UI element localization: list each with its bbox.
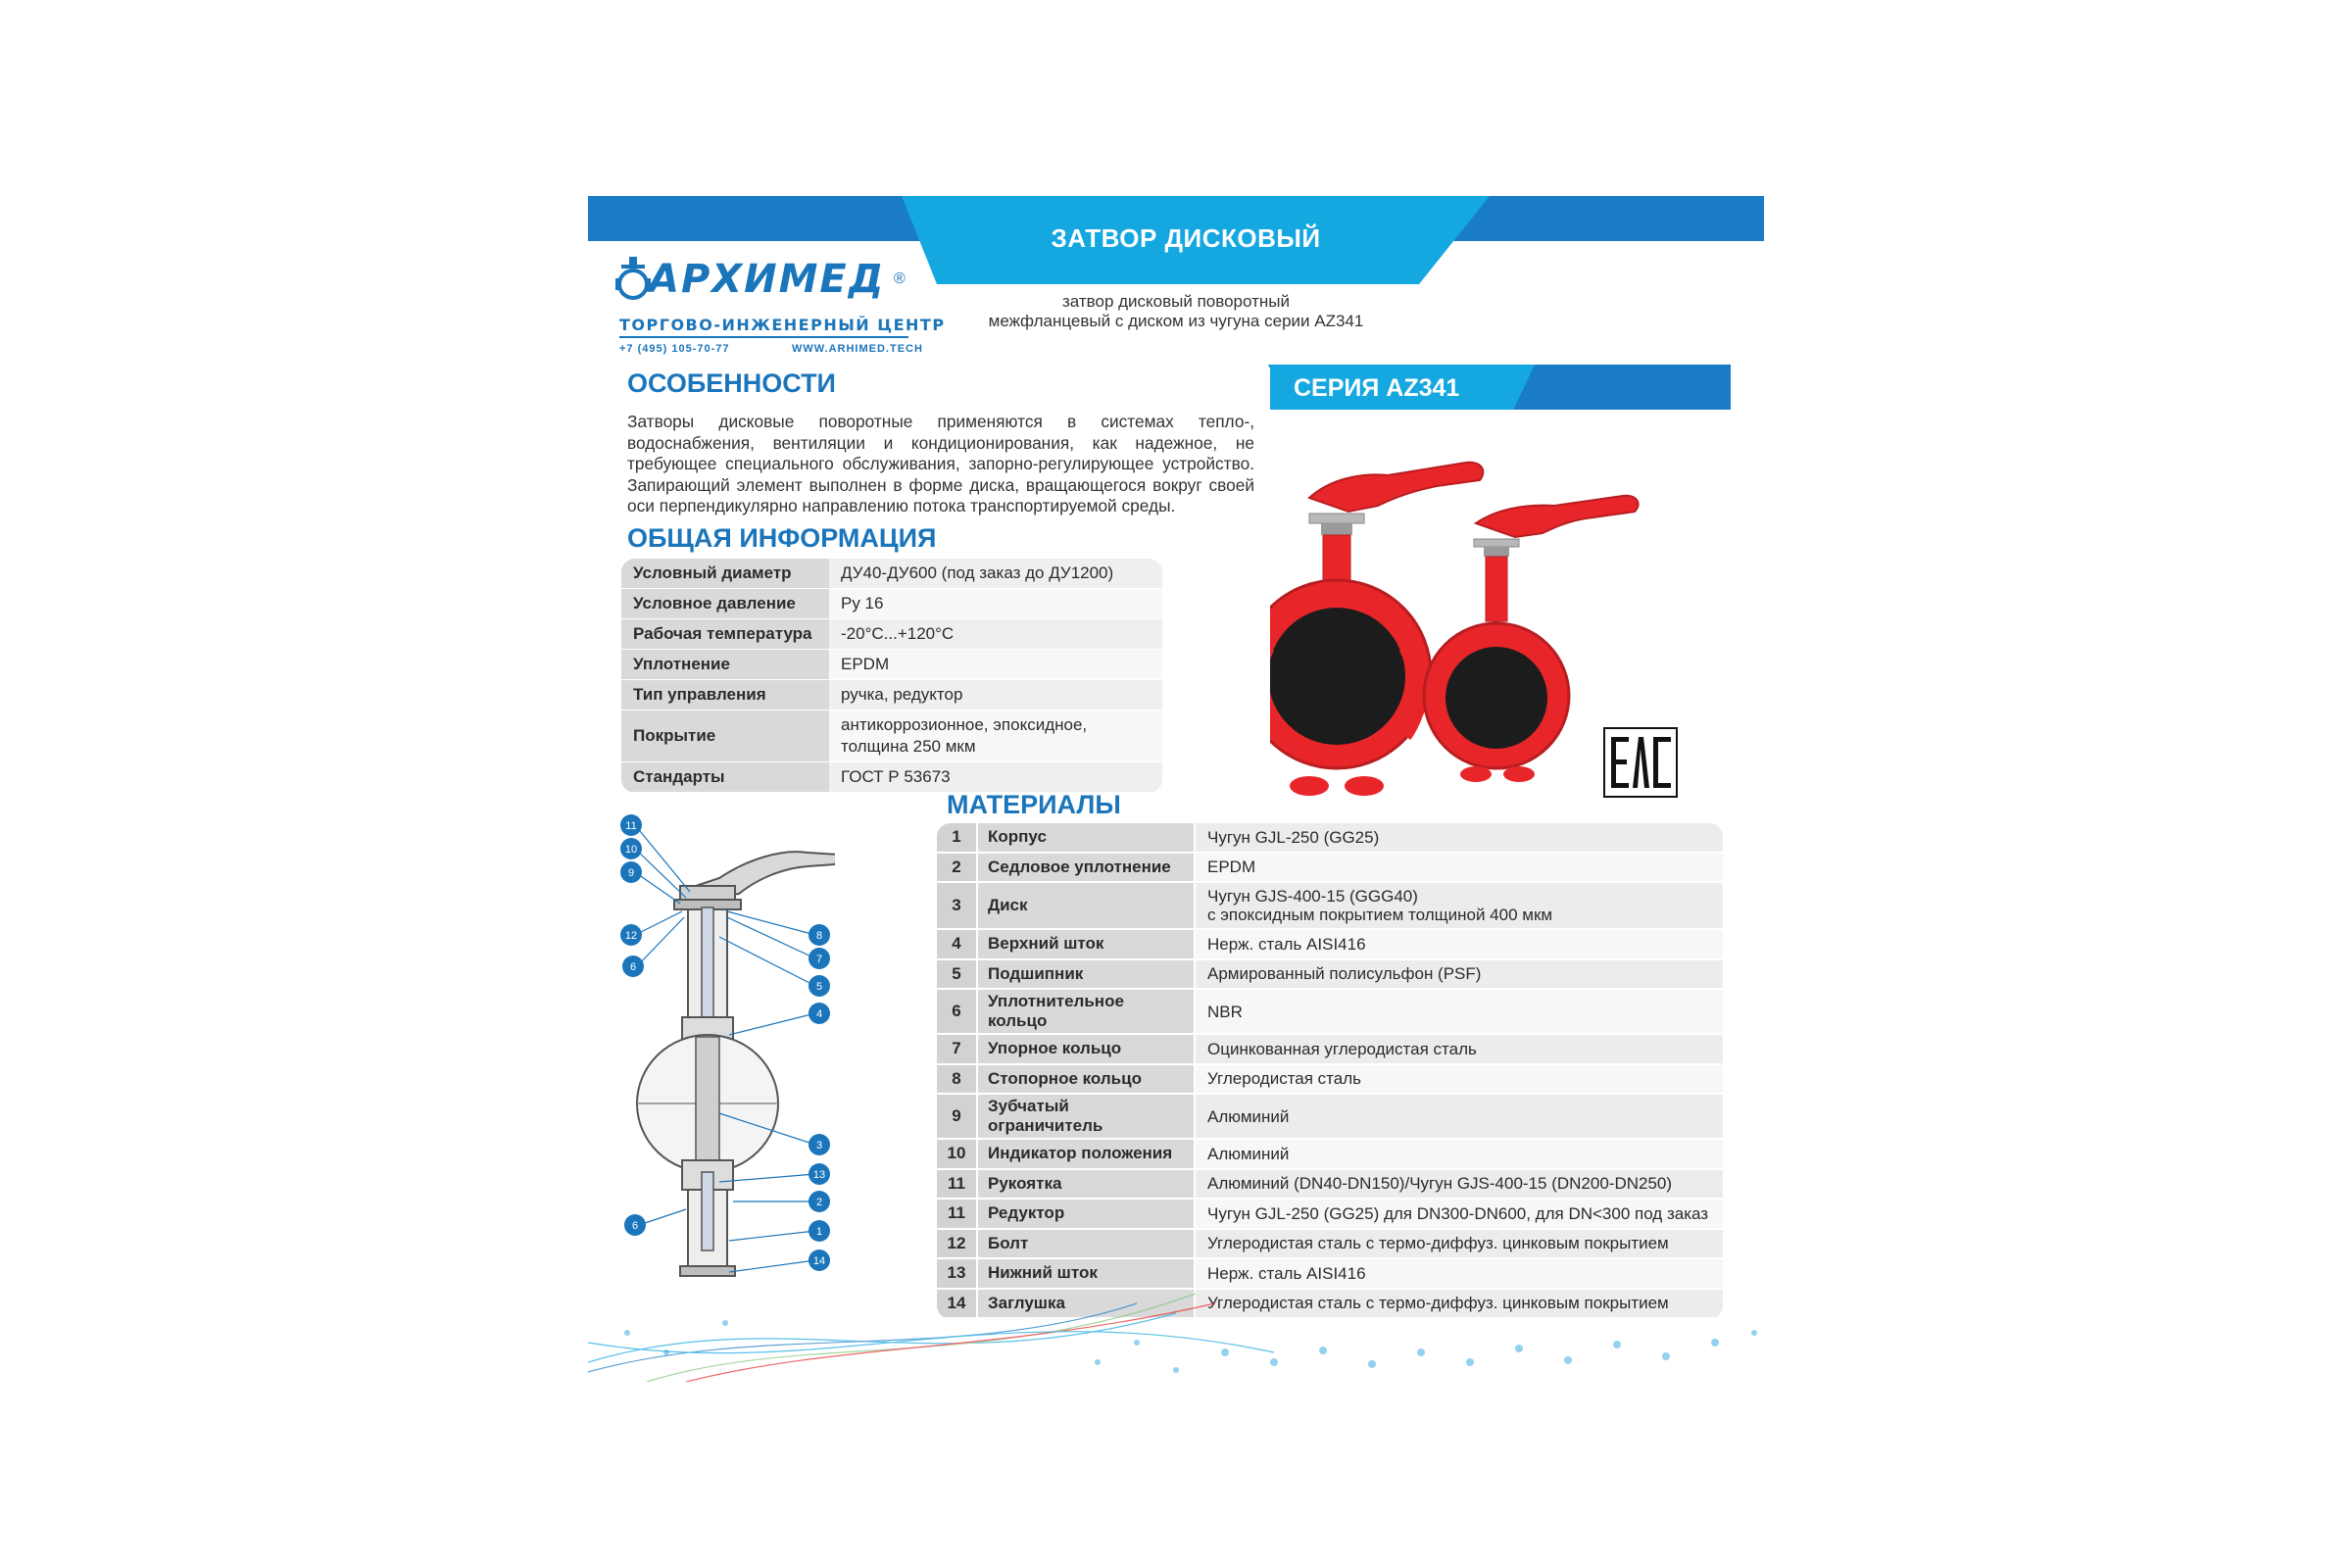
materials-row-material: Чугун GJL-250 (GG25) [1194,823,1723,852]
cross-section-diagram [612,809,835,1280]
materials-row [937,883,1723,930]
materials-row [937,854,1723,884]
general-info-value: ГОСТ Р 53673 [829,762,1162,792]
general-info-key: Тип управления [621,680,829,710]
materials-row [937,990,1723,1035]
materials-row-number: 5 [937,960,976,989]
materials-row-number: 6 [937,990,976,1033]
callout-label: 10 [624,844,638,856]
callout-label: 12 [624,930,638,942]
materials-row-number: 11 [937,1200,976,1228]
general-info-key: Покрытие [621,710,829,761]
general-info-row [621,680,1162,710]
general-info-row [621,559,1162,589]
callout-label: 13 [812,1169,826,1181]
materials-row-part: Подшипник [976,960,1194,989]
materials-row-number: 7 [937,1035,976,1063]
subtitle-line-1: затвор дисковый поворотный [1062,292,1290,311]
materials-row-part: Индикатор положения [976,1140,1194,1168]
general-info-key: Условный диаметр [621,559,829,588]
materials-row-number: 10 [937,1140,976,1168]
features-text: Затворы дисковые поворотные применяются в системах тепло-, водоснабжения, вентиляции и кондиционирования, как надежное, не требующее специального обслуживания, запорно-регулирующее устройство. Запирающий элемент выполнен в форме диска, вращающегося вокруг своей оси перпендикулярно направлению потока транспортируемой среды. [627,412,1254,515]
materials-row-part: Упорное кольцо [976,1035,1194,1063]
materials-row-material: Нерж. сталь AISI416 [1194,1259,1723,1288]
materials-row [937,1035,1723,1065]
materials-row-material: Углеродистая сталь с термо-диффуз. цинковым покрытием [1194,1230,1723,1258]
materials-row-material: Алюминий [1194,1140,1723,1168]
materials-row-number: 12 [937,1230,976,1258]
logo-phone: +7 (495) 105-70-77 [619,343,730,355]
materials-row-part: Уплотнительное кольцо [976,990,1194,1033]
materials-row-part: Корпус [976,823,1194,852]
materials-row-number: 3 [937,883,976,928]
general-info-value: Ру 16 [829,589,1162,618]
materials-row [937,960,1723,991]
materials-row [937,1259,1723,1290]
general-info-row [621,762,1162,793]
materials-row-number: 8 [937,1065,976,1094]
materials-heading: МАТЕРИАЛЫ [947,790,1121,819]
callout-label: 8 [815,930,823,942]
materials-row-number: 4 [937,930,976,958]
materials-row-number: 2 [937,854,976,882]
general-info-row [621,589,1162,619]
materials-row-number: 9 [937,1095,976,1138]
materials-row-part: Рукоятка [976,1170,1194,1199]
materials-row [937,1230,1723,1260]
materials-row-material: Углеродистая сталь с термо-диффуз. цинковым покрытием [1194,1290,1723,1318]
general-info-value: -20°С...+120°С [829,619,1162,649]
logo-website: WWW.ARHIMED.TECH [792,343,923,355]
page-subtitle [941,292,1411,331]
bottom-decoration [588,1294,1764,1382]
materials-row-number: 13 [937,1259,976,1288]
materials-row-part: Седловое уплотнение [976,854,1194,882]
general-info-value: антикоррозионное, эпоксидное, толщина 250 мкм [829,710,1162,761]
logo-registered-mark: ® [894,270,906,287]
general-info-value: EPDM [829,650,1162,679]
materials-row [937,930,1723,960]
materials-row-material: Алюминий [1194,1095,1723,1138]
page-title: ЗАТВОР ДИСКОВЫЙ [1051,223,1321,253]
subtitle-line-2: межфланцевый с диском из чугуна серии AZ341 [988,312,1364,330]
logo-wordmark: АРХИМЕД [649,257,886,302]
callout-label: 6 [629,961,637,973]
general-info-row [621,650,1162,680]
callout-label: 5 [815,981,823,993]
materials-row-part: Зубчатый ограничитель [976,1095,1194,1138]
materials-row-part: Диск [976,883,1194,928]
materials-row-material: Оцинкованная углеродистая сталь [1194,1035,1723,1063]
materials-table [937,823,1723,1319]
general-info-value: ручка, редуктор [829,680,1162,710]
callout-label: 6 [631,1220,639,1232]
callout-label: 9 [627,867,635,879]
general-info-key: Условное давление [621,589,829,618]
materials-row-material: Углеродистая сталь [1194,1065,1723,1094]
materials-row-number: 11 [937,1170,976,1199]
general-info-row [621,619,1162,650]
callout-label: 14 [812,1255,826,1267]
materials-row-material: Нерж. сталь AISI416 [1194,930,1723,958]
materials-row-material: Чугун GJL-250 (GG25) для DN300-DN600, для DN<300 под заказ [1194,1200,1723,1228]
materials-row-material: Чугун GJS-400-15 (GGG40) с эпоксидным покрытием толщиной 400 мкм [1194,883,1723,928]
materials-row [937,1170,1723,1200]
materials-row-part: Болт [976,1230,1194,1258]
materials-row-part: Нижний шток [976,1259,1194,1288]
materials-row-material: Алюминий (DN40-DN150)/Чугун GJS-400-15 (DN200-DN250) [1194,1170,1723,1199]
materials-row [937,1140,1723,1170]
materials-row-part: Редуктор [976,1200,1194,1228]
callout-label: 3 [815,1140,823,1152]
general-info-key: Стандарты [621,762,829,792]
general-info-key: Уплотнение [621,650,829,679]
materials-row-material: EPDM [1194,854,1723,882]
materials-row-material: NBR [1194,990,1723,1033]
general-info-row [621,710,1162,762]
materials-row-part: Верхний шток [976,930,1194,958]
callout-label: 11 [625,820,637,832]
features-heading: ОСОБЕННОСТИ [627,368,836,398]
general-info-key: Рабочая температура [621,619,829,649]
eac-certification-mark [1603,727,1678,798]
callout-label: 7 [815,954,823,965]
materials-row-number: 1 [937,823,976,852]
logo-tagline: ТОРГОВО-ИНЖЕНЕРНЫЙ ЦЕНТР [619,316,946,334]
materials-row [937,823,1723,854]
materials-row [937,1095,1723,1140]
materials-row [937,1200,1723,1230]
logo-divider [619,336,908,338]
series-label: СЕРИЯ AZ341 [1294,374,1460,402]
materials-row-number: 14 [937,1290,976,1318]
general-info-value: ДУ40-ДУ600 (под заказ до ДУ1200) [829,559,1162,588]
callout-label: 4 [815,1008,823,1020]
materials-row-part: Стопорное кольцо [976,1065,1194,1094]
callout-label: 1 [815,1226,823,1238]
general-info-heading: ОБЩАЯ ИНФОРМАЦИЯ [627,523,937,553]
materials-row-material: Армированный полисульфон (PSF) [1194,960,1723,989]
materials-row [937,1065,1723,1096]
logo-valve-icon [615,257,651,306]
callout-label: 2 [815,1197,823,1208]
materials-row-part: Заглушка [976,1290,1194,1318]
general-info-table [621,559,1162,793]
